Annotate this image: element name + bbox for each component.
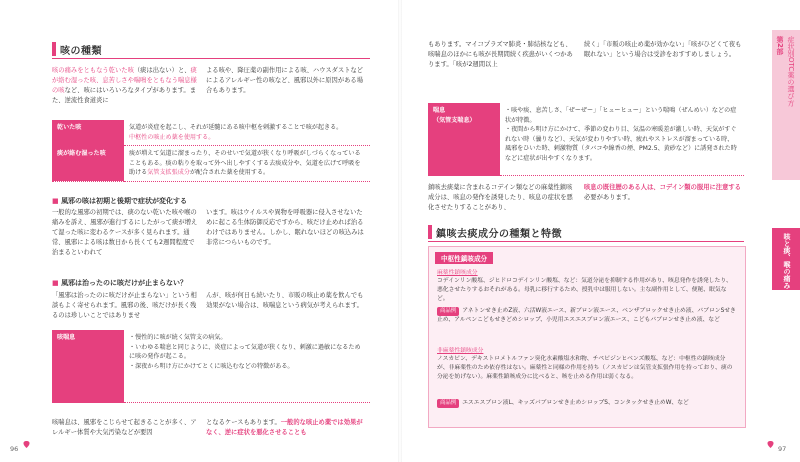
group2-desc: ノスカピン、デキストロメトルファン臭化水素酸塩水和物、チペピジンヒベンズ酸塩、など：中枢性の鎮咳成分が、非麻薬性のため依存性はない。麻薬性と同様の作用を持ち（ノスカピンは気管支拡張作用を持っており、痰の分泌を妨げない）。麻薬性鎮咳成分に比べると、咳を止める作用は弱くなる。 [437, 356, 733, 380]
mid-col2 [584, 183, 744, 203]
bottom-col2 [206, 418, 368, 438]
section-header [52, 42, 102, 56]
side-tab-part[interactable] [772, 30, 800, 180]
right-page [400, 0, 800, 462]
strawberry-icon [766, 440, 775, 448]
q1-title: 風邪の咳は初期と後期で症状が変化する [61, 197, 188, 205]
side-tab-chapter-label: 症状別OTC薬の選び方 [787, 36, 795, 107]
group1-products [437, 307, 737, 325]
bottom-plain: となるケースもあります。 [206, 419, 281, 426]
section-bar-icon [52, 42, 56, 56]
group1-desc: コデインリン酸塩、ジヒドロコデインリン酸塩、など：気道分泌を抑制する作用があり、咳息発作を誘発したり、悪化させたりするおそれがある。母乳に移行するため、授乳中は服用しない。主な副作用として、便秘、眠気など。 [437, 278, 732, 302]
row-desc: 痰が増えて気道に溜まったり、そのせいで気道が狭くなり呼吸がしづらくなっていることもある。痰の粘りを取って外へ出しやすくする去痰成分や、気道を広げて呼吸を助ける [129, 150, 361, 176]
ingredient-panel [428, 246, 746, 428]
row-label [428, 103, 500, 176]
product-badge: 商品例 [437, 307, 459, 316]
intro-dry-cough: 咳の痛みをともなう乾いた咳 [52, 67, 134, 74]
row-label: 咳喘息 [52, 330, 124, 403]
page-number: 97 [778, 445, 787, 453]
top-col1 [428, 40, 576, 70]
table-row [52, 146, 370, 182]
q2-col2: んが、咳が何日も続いたり、市販の咳止め薬を飲んでも効果がない場合は、咳喘息という病気が考えられます。 [206, 292, 364, 309]
q1-col2: います。咳はウイルスや異物を呼吸器に侵入させないために起こる生体防御反応ですから、咳だけ止めれば治るわけではありません。しかし、眠れないほどの咳込みは非常につらいものです。 [206, 209, 364, 246]
mid-tail: 必要があります。 [584, 194, 634, 201]
side-tab-part-label: 第2部 [776, 36, 784, 55]
section-title: 咳の種類 [60, 45, 102, 57]
intro-col2: よる咳や、降圧薬の副作用による咳、ハウスダストなどによるアレルギー性の咳など、風邪以外に原因がある場合もあります。 [206, 67, 364, 94]
list-item: ・深夜から明け方にかけてとくに咳込むなどの特徴がある。 [129, 362, 294, 370]
group1-heading: 麻薬性鎮咳成分 [437, 270, 478, 276]
cough-asthma-table [52, 330, 370, 403]
square-bullet-icon: ■ [52, 197, 59, 205]
bottom-highlight: 一般的な咳止め薬では効果がなく、逆に症状を悪化させることも [206, 419, 363, 436]
list-item: ・慢性的に咳が続く気管支の病気。 [129, 334, 227, 341]
bottom-col1: 咳喘息は、風邪をこじらせて起きることが多く、アレルギー体質や大気汚染などが要因 [52, 419, 197, 436]
top-col1-text: もあります。マイコプラズマ肺炎・肺結核なども、咳喘息のほかにも咳が長期間続く疾患がいくつかあります。「咳が2週間以上 [428, 41, 573, 68]
table-row [428, 103, 744, 176]
product-badge: 商品例 [437, 399, 459, 408]
table-row [52, 330, 370, 403]
row-tail: が配合された薬を使用する。 [189, 169, 270, 176]
row-label: 痰が絡む湿った咳 [52, 146, 124, 182]
products-text: アネトンせき止めZ液、六活W液エース、新ブロン液エース、ベンザブロックせき止め液、パブロンSせき止め、アルペンこどもせきどめシロップ、小児用エスエスブロン液エース、こどもパブロンせき止め液、など [437, 308, 736, 323]
row-text [500, 103, 744, 176]
section-title-2: 鎮咳去痰成分の種類と特徴 [436, 228, 562, 240]
row-highlight: 気管支拡張成分 [147, 169, 190, 176]
list-item: ・夜間から明け方にかけて、季節の変わり目、気温の寒暖差が激しい時、天気がすぐれない時（曇りなど）、天気が変わりやすい時、疲れやストレスが溜まっている時、風邪をひいた時、刺激物質（タバコや線香の煙、PM2.5、黄砂など）に誘発された時などに症状が出やすくなります。 [505, 126, 737, 162]
list-item: ・いわゆる喘息と同じように、炎症によって気道が狭くなり、刺激に過敏になるために咳の発作が起こる。 [129, 343, 361, 360]
products-text: エスエスブロン液L、キッズパブロンせき止めシロップS、コンタックせき止めW、など [462, 400, 689, 406]
intro-text-b: など、咳にはいろいろなタイプがあります。また、逆流性食道炎に [52, 87, 197, 104]
row-label: 乾いた咳 [52, 120, 124, 146]
row-highlight: 中枢性の咳止め薬を使用する。 [129, 133, 215, 141]
section-rule [52, 58, 370, 59]
group2-products [437, 399, 737, 408]
top-col2: 続く」「市販の咳止め薬が効かない」「咳がひどくて夜も眠れない」という場合は受診をおすすめしましょう。 [584, 41, 742, 58]
group2-heading: 非麻薬性鎮咳成分 [437, 348, 484, 354]
table-row [52, 120, 370, 146]
intro-wet-cough: 痰が絡む湿った咳、息苦しさや喘鳴をともなう喘息様の咳 [52, 67, 197, 94]
q2-col1: 「風邪は治ったのに咳だけが止まらない」という相談もよく寄せられます。風邪の後、咳だけが長く残るのは珍しいことではありませ [52, 292, 197, 319]
intro-text-a: （痰は出ない）と、 [133, 67, 191, 74]
strawberry-icon [22, 440, 31, 448]
q2-title: 風邪は治ったのに咳だけが止まらない？ [61, 279, 188, 287]
section-bar-icon [428, 225, 432, 239]
q1-col1: 一般的な風邪の初期では、痰のない乾いた咳や喉の痛みを訴え、風邪が進行するにしたがって痰が増えて湿った咳に変わるケースが多く見られます。通常、風邪による咳は数日から長くても2週間程度で治まるといわれて [52, 209, 198, 256]
square-bullet-icon: ■ [52, 279, 59, 287]
panel-title: 中枢性鎮咳成分 [435, 252, 493, 264]
row-text [124, 330, 370, 403]
asthma-label: 喘息 [433, 107, 446, 114]
side-tab-active[interactable] [772, 228, 800, 290]
cough-type-table [52, 120, 370, 182]
row-text [124, 146, 370, 182]
mid-highlight: 咳息の既往歴のある人は、コデイン類の服用に注意する [584, 184, 741, 191]
section-header-2 [428, 225, 562, 239]
intro-col1 [52, 66, 200, 106]
row-desc: 気道が炎症を起こし、それが延髄にある咳中枢を刺激することで咳が起きる。 [129, 124, 343, 131]
mid-col1: 鎮咳去痰薬に含まれるコデイン類などの麻薬性鎮咳成分は、咳息の発作を誘発したり、咳息の症状を悪化させたりすることがあり、 [428, 184, 573, 211]
asthma-sub: （気管支喘息） [433, 116, 476, 124]
asthma-table [428, 103, 744, 176]
list-item: ・咳や痰、息苦しさ、「ぜーぜー」「ヒューヒュー」という喘鳴（ぜんめい）などの症状が特徴。 [505, 107, 737, 124]
section-rule-2 [428, 241, 744, 242]
q2-heading [52, 278, 187, 288]
page-number: 96 [10, 445, 19, 453]
row-text [124, 120, 370, 146]
side-tab-active-label: 咳と痰、喉の痛み [783, 233, 791, 289]
q1-heading [52, 196, 187, 206]
